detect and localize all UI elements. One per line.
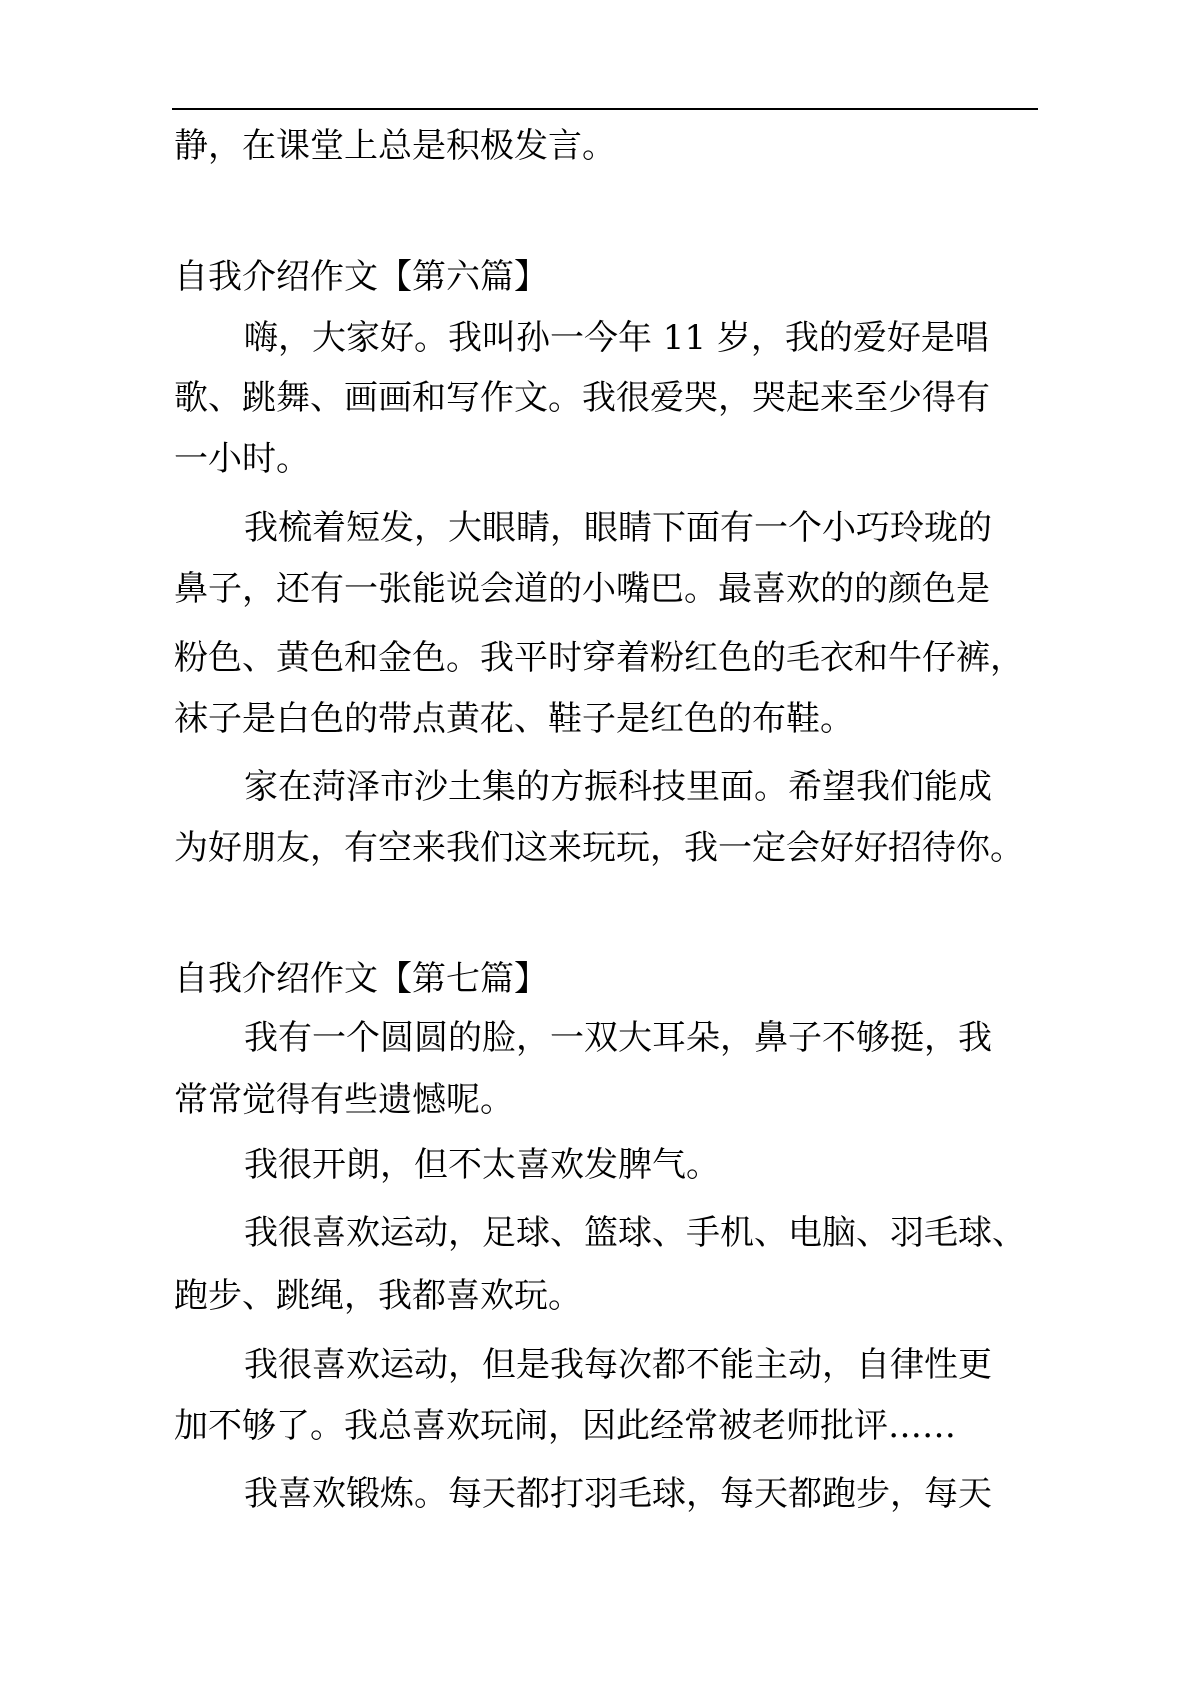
continuation-line: 静，在课堂上总是积极发言。 <box>174 126 616 166</box>
paragraph-line: 我有一个圆圆的脸，一双大耳朵，鼻子不够挺，我 <box>244 1018 992 1058</box>
paragraph-line: 为好朋友，有空来我们这来玩玩，我一定会好好招待你。 <box>174 828 1024 868</box>
section6-heading: 自我介绍作文【第六篇】 <box>174 257 548 297</box>
paragraph-line: 一小时。 <box>174 439 310 479</box>
paragraph-line: 加不够了。我总喜欢玩闹，因此经常被老师批评…… <box>174 1406 956 1446</box>
header-rule <box>172 108 1038 110</box>
paragraph-line: 跑步、跳绳，我都喜欢玩。 <box>174 1276 582 1316</box>
paragraph-line: 常常觉得有些遗憾呢。 <box>174 1080 514 1120</box>
paragraph-line: 家在菏泽市沙土集的方振科技里面。希望我们能成 <box>244 767 992 807</box>
paragraph-line: 鼻子，还有一张能说会道的小嘴巴。最喜欢的的颜色是 <box>174 569 990 609</box>
paragraph-line: 我喜欢锻炼。每天都打羽毛球，每天都跑步，每天 <box>244 1474 992 1514</box>
paragraph-line: 袜子是白色的带点黄花、鞋子是红色的布鞋。 <box>174 699 854 739</box>
section7-heading: 自我介绍作文【第七篇】 <box>174 959 548 999</box>
paragraph-line: 嗨，大家好。我叫孙一今年 11 岁，我的爱好是唱 <box>244 318 989 358</box>
paragraph-line: 我很喜欢运动，但是我每次都不能主动，自律性更 <box>244 1345 992 1385</box>
paragraph-line: 歌、跳舞、画画和写作文。我很爱哭，哭起来至少得有 <box>174 378 990 418</box>
paragraph-line: 我梳着短发，大眼睛，眼睛下面有一个小巧玲珑的 <box>244 508 992 548</box>
paragraph-line: 我很开朗，但不太喜欢发脾气。 <box>244 1145 720 1185</box>
paragraph-line: 我很喜欢运动，足球、篮球、手机、电脑、羽毛球、 <box>244 1213 1026 1253</box>
paragraph-line: 粉色、黄色和金色。我平时穿着粉红色的毛衣和牛仔裤， <box>174 638 1024 678</box>
